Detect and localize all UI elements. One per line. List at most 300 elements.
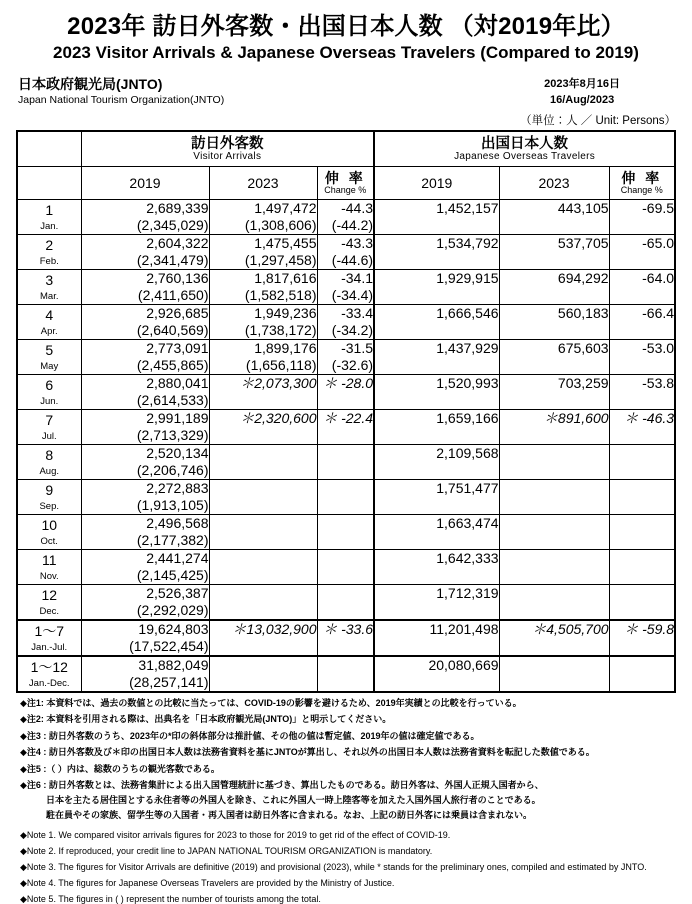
cell-va-2019-value: 31,882,049	[138, 657, 209, 674]
cell-va-2023	[209, 584, 317, 620]
cell-va-2019-tourist-value: (2,614,533)	[136, 391, 209, 408]
cell-jot-2019-value: 1,751,477	[436, 480, 499, 497]
cell-jot-change-tourist-value	[610, 322, 675, 338]
column-header-jot-change-en: Change %	[620, 184, 663, 195]
cell-va-2019	[81, 269, 209, 304]
cell-va-2019	[81, 656, 209, 692]
cell-jot-change	[609, 656, 675, 692]
cell-jot-2019-tourist-value	[375, 674, 499, 690]
table-row	[17, 304, 675, 339]
cell-jot-2023	[499, 444, 609, 479]
cell-va-2019-tourist-value: (1,913,105)	[136, 496, 209, 513]
table-subheader-row	[17, 166, 675, 199]
cell-jot-2023-tourist-value	[500, 532, 609, 548]
row-month-label	[17, 304, 81, 339]
row-month-number: 1〜12	[30, 658, 68, 675]
cell-jot-change-value	[610, 515, 675, 531]
cell-jot-2023-value	[500, 480, 609, 496]
cell-jot-2019-value: 1,520,993	[436, 375, 499, 392]
cell-va-change-tourist-value: (-34.4)	[331, 286, 374, 303]
cell-va-change	[317, 234, 374, 269]
cell-va-2023-tourist-value	[210, 567, 317, 583]
table-row	[17, 339, 675, 374]
column-header-va-2023: 2023	[209, 166, 317, 199]
cell-jot-change	[609, 549, 675, 584]
cell-va-2019-value: 2,520,134	[146, 445, 209, 462]
cell-jot-change-value: -53.0	[642, 340, 675, 357]
cell-va-change-tourist-value: (-44.6)	[331, 251, 374, 268]
cell-va-change	[317, 339, 374, 374]
cell-va-2023-value: 1,475,455	[254, 235, 317, 252]
row-month-abbr: Jun.	[40, 395, 59, 407]
row-month-number: 3	[45, 271, 54, 288]
cell-jot-change	[609, 584, 675, 620]
cell-jot-2019	[374, 374, 499, 409]
row-month-label	[17, 479, 81, 514]
column-header-jot-change	[609, 166, 675, 199]
cell-jot-2019-tourist-value	[375, 322, 499, 338]
cell-jot-change	[609, 409, 675, 444]
cell-va-2019-tourist-value: (2,455,865)	[136, 356, 209, 373]
cell-jot-2019-tourist-value	[375, 287, 499, 303]
cell-va-2023-value	[210, 657, 317, 673]
group-header-jot-ja: 出国日本人数	[481, 135, 569, 152]
cell-va-change-value	[318, 585, 374, 601]
cell-jot-2023-value: 560,183	[557, 305, 609, 322]
cell-jot-2019-value: 1,452,157	[436, 200, 499, 217]
row-month-number: 1〜7	[34, 622, 65, 639]
cell-va-2023-value: 1,949,236	[254, 305, 317, 322]
cell-jot-2019-tourist-value	[375, 252, 499, 268]
cell-va-2019-tourist-value: (2,411,650)	[137, 286, 209, 303]
row-month-number: 2	[45, 236, 54, 253]
cell-va-change	[317, 584, 374, 620]
cell-va-2019	[81, 339, 209, 374]
cell-jot-2023	[499, 620, 609, 656]
cell-va-2023-tourist-value: (1,656,118)	[245, 356, 317, 373]
cell-jot-2023-value: 675,603	[557, 340, 609, 357]
cell-va-change-tourist-value	[318, 638, 374, 654]
cell-jot-change	[609, 444, 675, 479]
cell-jot-2019-value: 1,437,929	[436, 340, 499, 357]
cell-jot-change-tourist-value	[610, 357, 675, 373]
cell-va-2023	[209, 269, 317, 304]
row-month-label	[17, 549, 81, 584]
cell-va-2023	[209, 656, 317, 692]
cell-va-2019-value: 2,760,136	[146, 270, 209, 287]
notes-japanese	[0, 693, 692, 821]
cell-va-2019-value: 2,926,685	[146, 305, 209, 322]
row-month-abbr: Nov.	[39, 570, 59, 582]
column-header-va-change-en: Change %	[324, 184, 367, 195]
cell-jot-change-tourist-value	[610, 638, 675, 654]
cell-va-2023	[209, 444, 317, 479]
cell-jot-change-tourist-value	[610, 252, 675, 268]
cell-va-2023	[209, 234, 317, 269]
cell-jot-2023-tourist-value	[500, 357, 609, 373]
row-month-abbr: Sep.	[39, 500, 60, 512]
cell-jot-2023-tourist-value	[500, 252, 609, 268]
group-header-jot-en: Japanese Overseas Travelers	[454, 150, 596, 162]
cell-va-change-value: -33.4	[341, 305, 374, 322]
cell-va-2019-value: 2,880,041	[146, 375, 209, 392]
row-month-label	[17, 409, 81, 444]
cell-va-change-value: ＊ -22.4	[323, 410, 374, 427]
cell-jot-2023-tourist-value	[500, 567, 609, 583]
cell-va-2023-value	[210, 480, 317, 496]
page-title-japanese: 2023年 訪日外客数・出国日本人数 （対2019年比）	[67, 13, 625, 40]
note-text: ◆注5 :（ ）内は、総数のうちの観光客数である。	[20, 763, 220, 774]
cell-va-2023-tourist-value	[210, 392, 317, 408]
cell-va-2023-tourist-value: (1,582,518)	[244, 286, 317, 303]
cell-va-2023	[209, 620, 317, 656]
cell-va-change	[317, 409, 374, 444]
column-header-jot-2023: 2023	[499, 166, 609, 199]
cell-va-2019	[81, 620, 209, 656]
cell-jot-2019-value: 20,080,669	[428, 657, 499, 674]
note-text: ◆注4 : 訪日外客数及び＊印の出国日本人数は法務省資料を基にJNTOが算出し、それ以外の出国日本人数は法務省資料を転記した数値である。	[20, 747, 595, 758]
row-month-number: 9	[45, 481, 54, 498]
cell-jot-2019	[374, 409, 499, 444]
cell-jot-2023-value: 703,259	[557, 375, 609, 392]
row-month-abbr: Mar.	[40, 290, 59, 302]
cell-va-2019-tourist-value: (2,177,382)	[136, 531, 209, 548]
note-item-english: ◆Note 1. We compared visitor arrivals figures for 2023 to those for 2019 to get rid of the effect of COVID-19.	[20, 829, 451, 840]
cell-va-change-value	[318, 515, 374, 531]
column-header-va-change-ja: 伸 率	[324, 170, 366, 187]
cell-jot-change-value	[610, 480, 675, 496]
cell-jot-change-value: -65.0	[642, 235, 675, 252]
cell-va-2019-value: 2,604,322	[146, 235, 209, 252]
cell-va-2023	[209, 409, 317, 444]
cell-jot-2019-tourist-value	[375, 638, 499, 654]
cell-va-2023-value	[210, 445, 317, 461]
cell-va-2019	[81, 199, 209, 234]
document-meta-row	[0, 76, 692, 128]
column-header-month	[17, 166, 81, 199]
cell-va-change-value	[318, 445, 374, 461]
cell-va-2023	[209, 514, 317, 549]
cell-va-2023	[209, 304, 317, 339]
cell-va-change-tourist-value	[318, 532, 374, 548]
cell-va-change	[317, 479, 374, 514]
cell-va-2023	[209, 339, 317, 374]
row-month-number: 5	[45, 341, 54, 358]
cell-jot-2019	[374, 339, 499, 374]
cell-va-2019	[81, 514, 209, 549]
table-row	[17, 374, 675, 409]
cell-jot-2019	[374, 199, 499, 234]
cell-va-2023-tourist-value	[210, 674, 317, 690]
cell-va-change-value	[318, 550, 374, 566]
cell-va-2023-tourist-value	[210, 638, 317, 654]
cell-jot-change-tourist-value	[610, 674, 675, 690]
note-item-japanese	[20, 699, 674, 708]
cell-va-2023-value: ＊2,320,600	[240, 410, 317, 427]
row-month-number: 12	[41, 586, 58, 603]
table-row	[17, 409, 675, 444]
cell-va-2019-value: 2,272,883	[146, 480, 209, 497]
column-header-jot-change-ja: 伸 率	[621, 170, 663, 187]
cell-va-2023-value	[210, 550, 317, 566]
column-header-jot-2019: 2019	[374, 166, 499, 199]
row-month-abbr: May	[40, 360, 59, 372]
group-header-visitor-arrivals-ja: 訪日外客数	[191, 135, 264, 152]
cell-jot-change	[609, 199, 675, 234]
cell-jot-2019-tourist-value	[375, 497, 499, 513]
table-row	[17, 444, 675, 479]
cell-va-2023-value: ＊2,073,300	[240, 375, 317, 392]
cell-jot-2023-value: 694,292	[557, 270, 609, 287]
cell-jot-2019-value: 1,642,333	[436, 550, 499, 567]
note-item-japanese	[20, 732, 674, 741]
row-month-abbr: Jul.	[41, 430, 57, 442]
row-month-abbr: Apr.	[40, 325, 58, 337]
cell-va-change-tourist-value	[318, 427, 374, 443]
cell-va-change-value: ＊ -33.6	[323, 621, 374, 638]
cell-va-change-value: ＊ -28.0	[323, 375, 374, 392]
cell-jot-2023-tourist-value	[500, 462, 609, 478]
note-item-japanese	[20, 715, 674, 724]
cell-va-change-tourist-value	[318, 392, 374, 408]
cell-jot-2023-value	[500, 445, 609, 461]
cell-jot-2019	[374, 304, 499, 339]
cell-va-2023-tourist-value: (1,297,458)	[244, 251, 317, 268]
cell-va-2019	[81, 234, 209, 269]
cell-va-2023	[209, 549, 317, 584]
cell-va-2023-tourist-value	[210, 532, 317, 548]
table-row	[17, 479, 675, 514]
table-row	[17, 549, 675, 584]
publication-date-japanese: 2023年8月16日	[544, 77, 620, 90]
cell-va-change	[317, 304, 374, 339]
cell-va-2019	[81, 304, 209, 339]
table-row	[17, 199, 675, 234]
row-month-label	[17, 656, 81, 692]
cell-va-2019	[81, 374, 209, 409]
table-row	[17, 514, 675, 549]
cell-va-change-value: -43.3	[341, 235, 374, 252]
cell-jot-2019-value: 2,109,568	[436, 445, 499, 462]
cell-jot-change-tourist-value	[610, 392, 675, 408]
cell-jot-change	[609, 269, 675, 304]
cell-va-change	[317, 656, 374, 692]
cell-va-2019-tourist-value: (2,341,479)	[136, 251, 209, 268]
cell-jot-change-value: -53.8	[642, 375, 675, 392]
cell-jot-2019	[374, 514, 499, 549]
cell-jot-change	[609, 514, 675, 549]
cell-jot-change-tourist-value	[610, 602, 675, 618]
cell-jot-2019-tourist-value	[375, 532, 499, 548]
cell-va-2023-tourist-value: (1,308,606)	[244, 216, 317, 233]
statistics-table-wrapper	[0, 130, 692, 693]
cell-jot-change	[609, 234, 675, 269]
cell-va-change	[317, 514, 374, 549]
cell-va-2019-value: 2,773,091	[146, 340, 209, 357]
cell-jot-2019-tourist-value	[375, 567, 499, 583]
cell-jot-2023	[499, 479, 609, 514]
cell-va-2019-tourist-value: (2,713,329)	[136, 426, 209, 443]
cell-jot-change-tourist-value	[610, 497, 675, 513]
row-month-number: 1	[45, 201, 54, 218]
cell-va-2023	[209, 479, 317, 514]
cell-jot-2019-value: 1,929,915	[436, 270, 499, 287]
cell-va-2023-tourist-value: (1,738,172)	[244, 321, 317, 338]
cell-jot-2019-value: 1,666,546	[436, 305, 499, 322]
cell-jot-2023	[499, 584, 609, 620]
table-row	[17, 269, 675, 304]
note-item-english: ◆Note 4. The figures for Japanese Overseas Travelers are provided by the Ministry of Justice.	[20, 877, 395, 888]
cell-jot-change-tourist-value	[610, 217, 675, 233]
cell-jot-change-tourist-value	[610, 567, 675, 583]
cell-va-change-tourist-value	[318, 567, 374, 583]
cell-jot-2023-tourist-value	[500, 427, 609, 443]
cell-va-2019-value: 2,441,274	[146, 550, 209, 567]
cell-va-change-value: -34.1	[341, 270, 374, 287]
row-month-number: 7	[45, 411, 54, 428]
row-month-label	[17, 374, 81, 409]
cell-va-change	[317, 199, 374, 234]
cell-va-2023	[209, 199, 317, 234]
cell-va-2023-tourist-value	[210, 427, 317, 443]
note-item-japanese	[20, 781, 674, 820]
page-title-english: 2023 Visitor Arrivals & Japanese Overseas Travelers (Compared to 2019)	[53, 43, 639, 63]
cell-va-2019	[81, 479, 209, 514]
row-month-abbr: Dec.	[39, 605, 60, 617]
cell-va-2019-value: 19,624,803	[138, 621, 209, 638]
cell-jot-2019	[374, 584, 499, 620]
cell-jot-2023	[499, 199, 609, 234]
cell-jot-2023	[499, 409, 609, 444]
cell-va-2019	[81, 584, 209, 620]
row-month-label	[17, 199, 81, 234]
cell-jot-change-value	[610, 550, 675, 566]
note-item-english: ◆Note 5. The figures in ( ) represent the number of tourists among the total.	[20, 893, 321, 904]
row-month-number: 6	[45, 376, 54, 393]
cell-jot-2023-tourist-value	[500, 602, 609, 618]
cell-jot-change-value: ＊ -46.3	[624, 410, 675, 427]
cell-va-change-value: -44.3	[341, 200, 374, 217]
row-month-number: 4	[45, 306, 54, 323]
cell-jot-2019-value: 11,201,498	[429, 621, 499, 638]
row-month-abbr: Feb.	[39, 255, 59, 267]
cell-jot-2019-tourist-value	[375, 217, 499, 233]
cell-va-2023	[209, 374, 317, 409]
publication-date-english: 16/Aug/2023	[549, 93, 615, 106]
group-header-visitor-arrivals	[81, 131, 374, 167]
cell-va-2019	[81, 444, 209, 479]
cell-jot-2019-tourist-value	[375, 427, 499, 443]
cell-jot-2023-value: ＊4,505,700	[532, 621, 609, 638]
cell-va-2019-value: 2,689,339	[146, 200, 209, 217]
table-row	[17, 656, 675, 692]
cell-va-2023-value: 1,817,616	[254, 270, 317, 287]
cell-jot-change-tourist-value	[610, 462, 675, 478]
cell-va-2019-tourist-value: (17,522,454)	[129, 637, 209, 654]
row-month-abbr: Oct.	[40, 535, 58, 547]
cell-va-2019-value: 2,526,387	[146, 585, 209, 602]
cell-jot-2019	[374, 656, 499, 692]
cell-va-change-tourist-value: (-32.6)	[331, 356, 374, 373]
group-header-visitor-arrivals-en: Visitor Arrivals	[193, 150, 262, 162]
row-month-label	[17, 269, 81, 304]
unit-label: （単位：人 ／ Unit: Persons）	[520, 114, 676, 127]
cell-va-2019-tourist-value: (2,145,425)	[136, 566, 209, 583]
publication-date-block	[544, 77, 620, 109]
cell-jot-2023-tourist-value	[500, 638, 609, 654]
cell-jot-2023	[499, 304, 609, 339]
table-head	[17, 131, 675, 200]
cell-jot-2019-value: 1,534,792	[436, 235, 499, 252]
row-month-abbr: Jan.-Jul.	[31, 641, 68, 653]
cell-jot-2019-tourist-value	[375, 602, 499, 618]
cell-jot-2023-tourist-value	[500, 392, 609, 408]
statistics-table	[16, 130, 676, 693]
cell-jot-2019	[374, 620, 499, 656]
table-row	[17, 234, 675, 269]
notes-english	[0, 828, 692, 904]
row-month-number: 10	[41, 516, 58, 533]
cell-va-2023-tourist-value	[210, 462, 317, 478]
cell-jot-2019	[374, 549, 499, 584]
cell-jot-2023-tourist-value	[500, 287, 609, 303]
row-month-label	[17, 444, 81, 479]
cell-va-change-tourist-value	[318, 674, 374, 690]
cell-va-change-tourist-value: (-44.2)	[331, 216, 374, 233]
cell-jot-2023	[499, 269, 609, 304]
row-month-number: 11	[41, 551, 57, 568]
cell-va-change-tourist-value: (-34.2)	[331, 321, 374, 338]
note-text: ◆注2: 本資料を引用される際は、出典名を「日本政府観光局(JNTO)」と明示してください。	[20, 714, 392, 725]
cell-jot-2019-value: 1,663,474	[436, 515, 499, 532]
cell-jot-2023	[499, 234, 609, 269]
cell-jot-2023-tourist-value	[500, 497, 609, 513]
cell-jot-change	[609, 374, 675, 409]
note-text: ◆注6 : 訪日外客数とは、法務省集計による出入国管理統計に基づき、算出したものである。訪日外客は、外国人正規入国者から、	[20, 780, 544, 791]
note-item-english: ◆Note 2. If reproduced, your credit line to JAPAN NATIONAL TOURISM ORGANIZATION is mandatory.	[20, 845, 433, 856]
cell-va-change-value	[318, 480, 374, 496]
cell-jot-2023-value: 443,105	[557, 200, 609, 217]
cell-jot-change-value	[610, 585, 675, 601]
cell-va-2019-tourist-value: (2,640,569)	[136, 321, 209, 338]
cell-va-change	[317, 620, 374, 656]
cell-va-change	[317, 549, 374, 584]
note-continuation-line: 駐在員やその家族、留学生等の入国者・再入国者は訪日外客に含まれる。なお、上記の訪日外客には乗員は含まれない。	[46, 810, 533, 821]
cell-jot-change-value: -66.4	[642, 305, 675, 322]
cell-jot-2019	[374, 444, 499, 479]
cell-jot-2023	[499, 339, 609, 374]
cell-jot-2019-tourist-value	[375, 462, 499, 478]
cell-jot-2023-value	[500, 585, 609, 601]
note-text: ◆注1: 本資料では、過去の数値との比較に当たっては、COVID-19の影響を避けるため、2019年実績との比較を行っている。	[20, 697, 522, 708]
note-continuation-line: 日本を主たる居住国とする永住者等の外国人を除き、これに外国人一時上陸客等を加えた入国外国人旅行者のことである。	[46, 795, 541, 806]
group-header-japanese-overseas-travelers	[374, 131, 675, 167]
cell-va-change-value	[318, 657, 374, 673]
note-item-english: ◆Note 3. The figures for Visitor Arrivals are definitive (2019) and provisional (2023), while * stands for the preliminary ones, compiled and estimated by JNTO.	[20, 861, 647, 872]
cell-jot-2023	[499, 514, 609, 549]
cell-jot-2023-tourist-value	[500, 674, 609, 690]
cell-va-2023-value: ＊13,032,900	[232, 621, 317, 638]
note-item-japanese	[20, 765, 674, 774]
cell-va-2019-value: 2,991,189	[146, 410, 209, 427]
cell-jot-2023-value: 537,705	[557, 235, 609, 252]
cell-jot-2019	[374, 234, 499, 269]
cell-jot-2019-value: 1,712,319	[436, 585, 499, 602]
note-item-japanese	[20, 748, 674, 757]
cell-va-2023-tourist-value	[210, 497, 317, 513]
page-title-block	[0, 0, 692, 64]
cell-jot-2023-tourist-value	[500, 217, 609, 233]
